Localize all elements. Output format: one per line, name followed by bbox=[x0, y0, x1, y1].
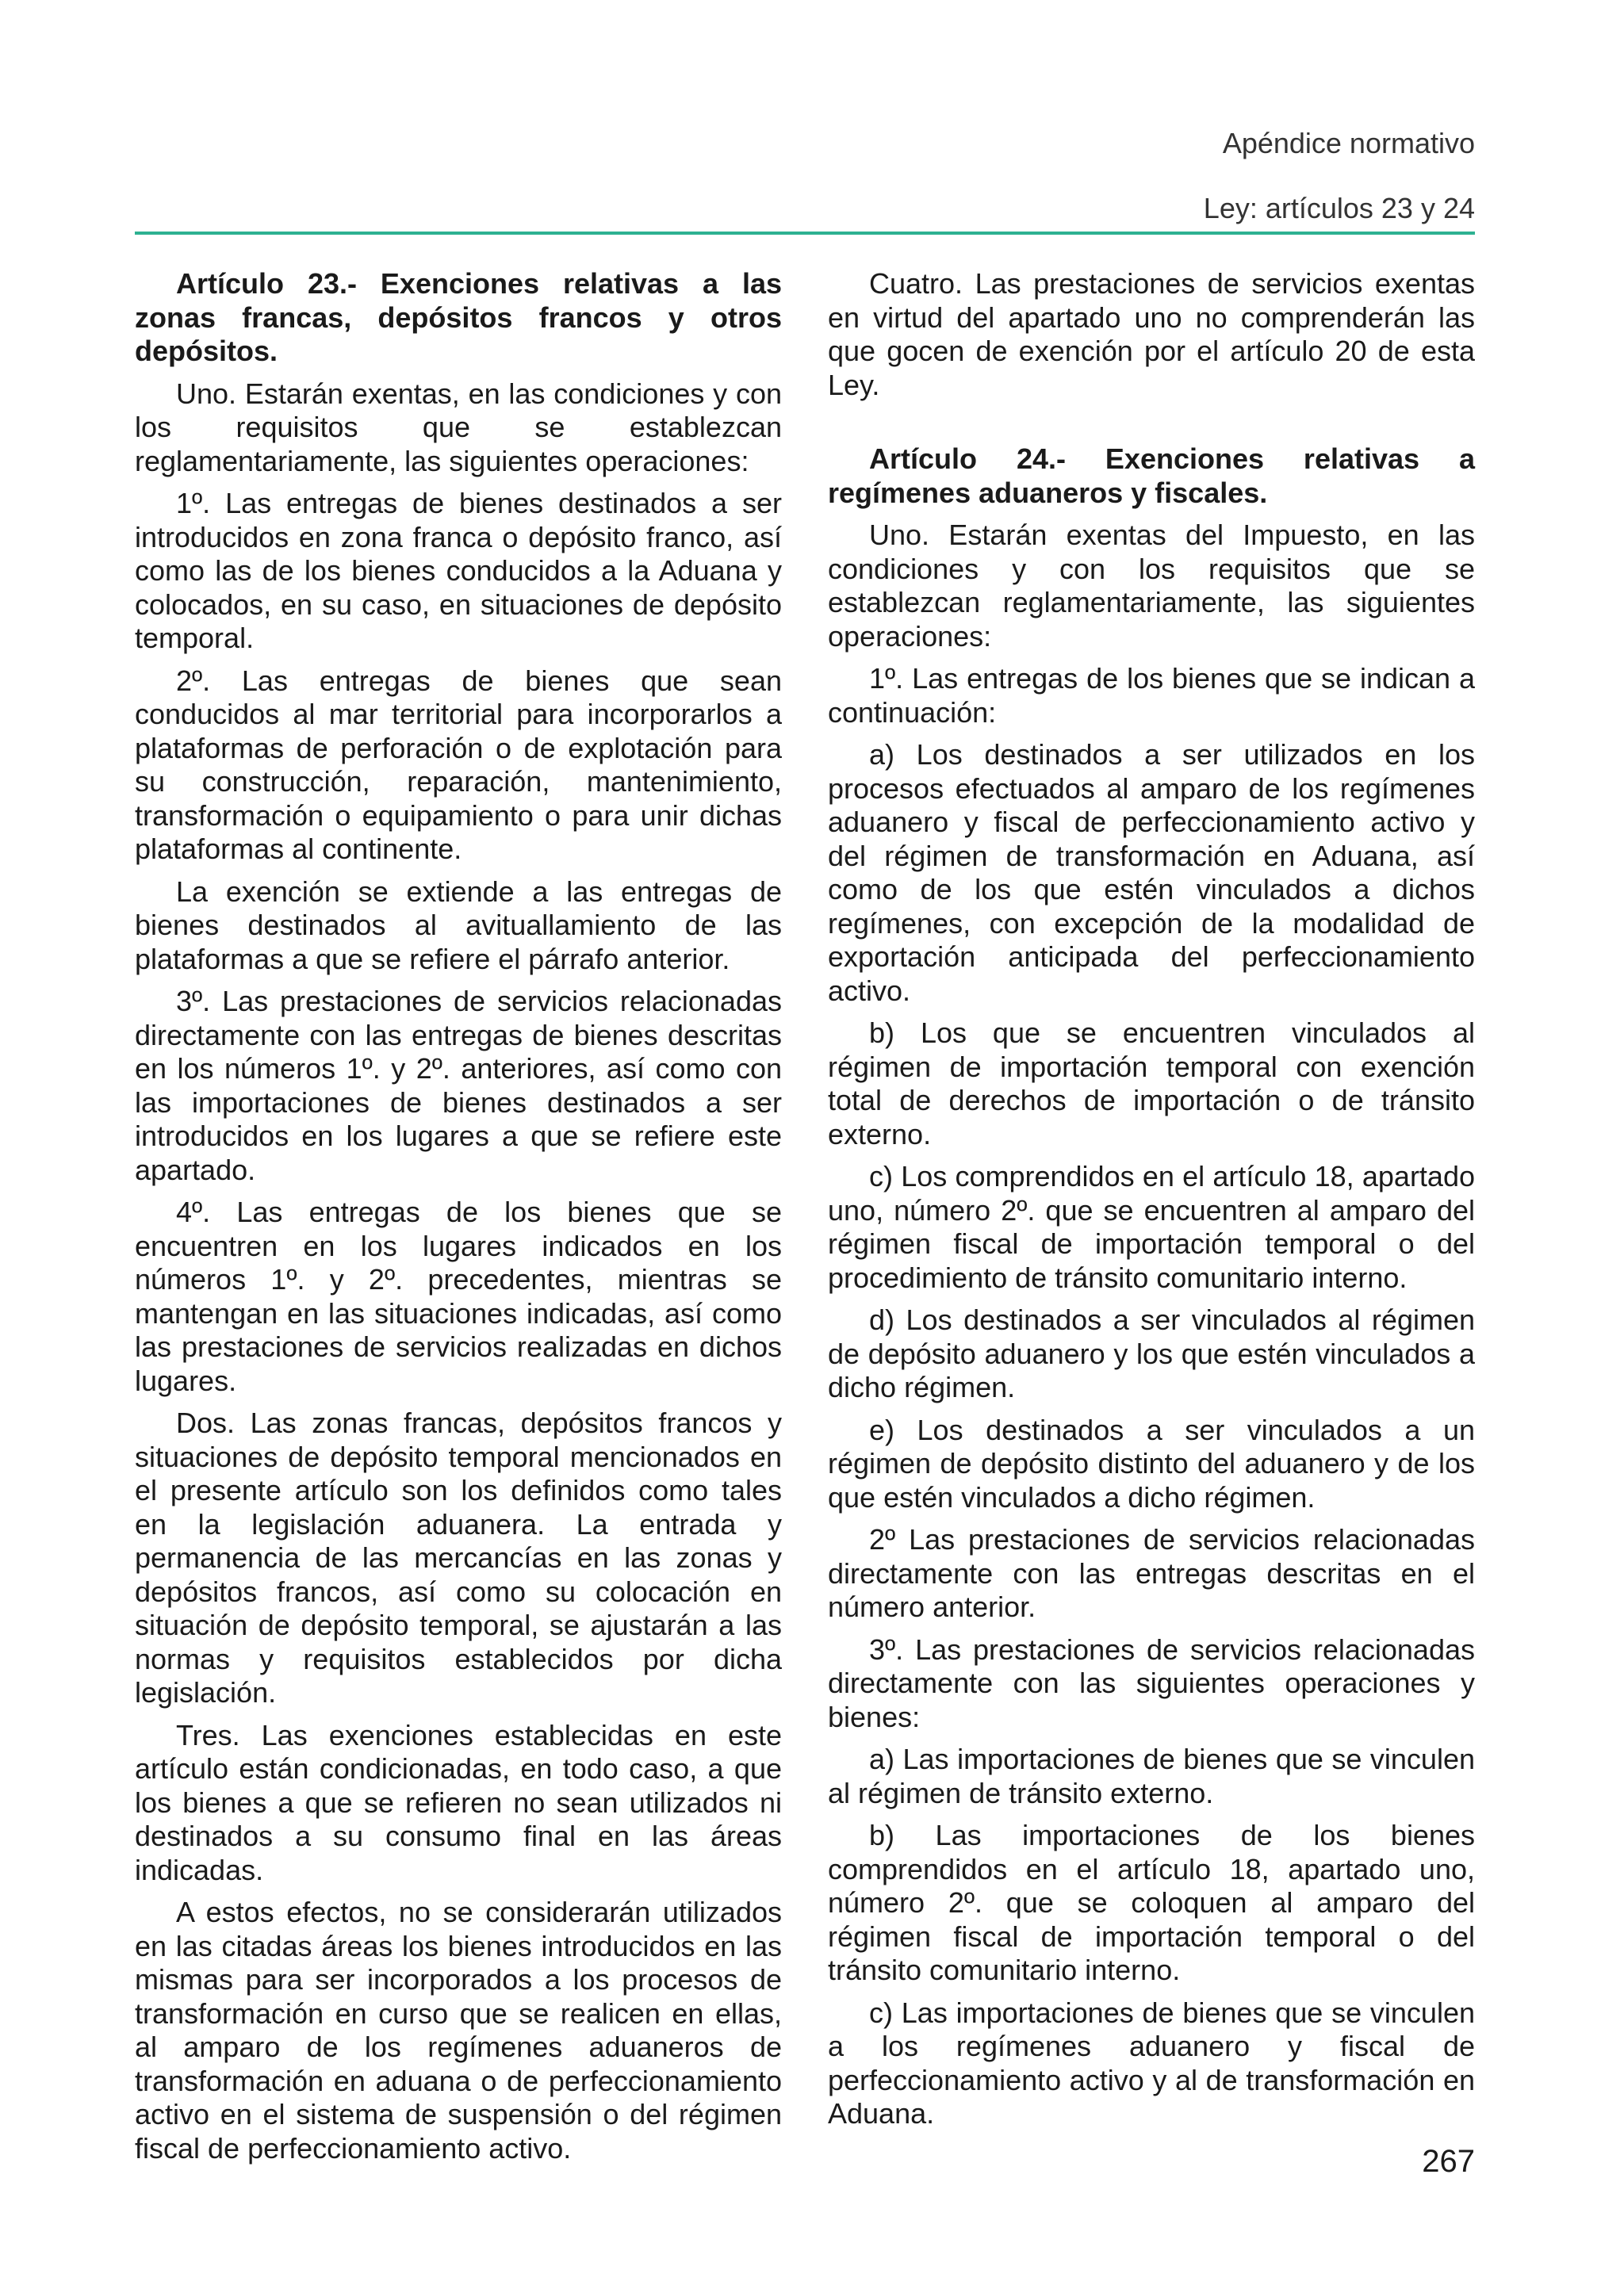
header-rule bbox=[135, 232, 1475, 235]
paragraph: a) Las importaciones de bienes que se vinculen al régimen de tránsito externo. bbox=[828, 1743, 1475, 1809]
article-23-title: Artículo 23.- Exenciones relativas a las zonas francas, depósitos francos y otros depósitos. bbox=[135, 267, 782, 367]
paragraph: b) Las importaciones de los bienes comprendidos en el artículo 18, apartado uno, número 2º. que se coloquen al amparo del régimen fiscal de importación temporal o del tránsito comunitario interno. bbox=[828, 1819, 1475, 1986]
paragraph: 2º Las prestaciones de servicios relacionadas directamente con las entregas descritas en el número anterior. bbox=[828, 1523, 1475, 1623]
paragraph: La exención se extiende a las entregas de bienes destinados al avituallamiento de las plataformas a que se refiere el párrafo anterior. bbox=[135, 875, 782, 975]
paragraph: d) Los destinados a ser vinculados al régimen de depósito aduanero y los que estén vinculados a dicho régimen. bbox=[828, 1303, 1475, 1403]
paragraph: 3º. Las prestaciones de servicios relacionadas directamente con las siguientes operaciones y bienes: bbox=[828, 1633, 1475, 1733]
paragraph: Uno. Estarán exentas del Impuesto, en las condiciones y con los requisitos que se establezcan reglamentariamente, las siguientes operaciones: bbox=[828, 519, 1475, 653]
paragraph: a) Los destinados a ser utilizados en los procesos efectuados al amparo de los regímenes aduanero y fiscal de perfeccionamiento activo y del régimen de transformación en Aduana, así como de los que estén vinculados a dichos regímenes, con excepción de la modalidad de exportación anticipada del perfeccionamiento activo. bbox=[828, 738, 1475, 1007]
paragraph: 4º. Las entregas de los bienes que se encuentren en los lugares indicados en los números 1º. y 2º. precedentes, mientras se mantengan en las situaciones indicadas, así como las prestaciones de servicios realizadas en dichos lugares. bbox=[135, 1196, 782, 1397]
paragraph: Tres. Las exenciones establecidas en este artículo están condicionadas, en todo caso, a que los bienes a que se refieren no sean utilizados ni destinados a su consumo final en las áreas indicadas. bbox=[135, 1718, 782, 1886]
spacer bbox=[828, 411, 1475, 442]
paragraph: c) Los comprendidos en el artículo 18, apartado uno, número 2º. que se encuentren al amparo del régimen fiscal de importación temporal o del procedimiento de tránsito comunitario interno. bbox=[828, 1160, 1475, 1294]
right-column bbox=[828, 267, 1475, 2140]
article-24-title: Artículo 24.- Exenciones relativas a regímenes aduaneros y fiscales. bbox=[828, 442, 1475, 509]
paragraph: Dos. Las zonas francas, depósitos francos y situaciones de depósito temporal mencionados en el presente artículo son los definidos como tales en la legislación aduanera. La entrada y permanencia de las mercancías en las zonas y depósitos francos, así como su colocación en situación de depósito temporal, se ajustarán a las normas y requisitos establecidos por dicha legislación. bbox=[135, 1407, 782, 1709]
paragraph: Uno. Estarán exentas, en las condiciones y con los requisitos que se establezcan reglamentariamente, las siguientes operaciones: bbox=[135, 377, 782, 477]
paragraph: 1º. Las entregas de los bienes que se indican a continuación: bbox=[828, 662, 1475, 729]
running-header-subsection: Ley: artículos 23 y 24 bbox=[1203, 192, 1475, 224]
paragraph: c) Las importaciones de bienes que se vinculen a los regímenes aduanero y fiscal de perfeccionamiento activo y al de transformación en Aduana. bbox=[828, 1996, 1475, 2130]
page-number: 267 bbox=[1422, 2144, 1475, 2179]
paragraph: 3º. Las prestaciones de servicios relacionadas directamente con las entregas de bienes descritas en los números 1º. y 2º. anteriores, así como con las importaciones de bienes destinados a ser introducidos en los lugares a que se refiere este apartado. bbox=[135, 985, 782, 1186]
paragraph: 2º. Las entregas de bienes que sean conducidos al mar territorial para incorporarlos a plataformas de perforación o de explotación para su construcción, reparación, mantenimiento, transformación o equipamiento o para unir dichas plataformas al continente. bbox=[135, 664, 782, 865]
paragraph: Cuatro. Las prestaciones de servicios exentas en virtud del apartado uno no comprenderán las que gocen de exención por el artículo 20 de esta Ley. bbox=[828, 267, 1475, 401]
paragraph: b) Los que se encuentren vinculados al régimen de importación temporal con exención total de derechos de importación o de tránsito externo. bbox=[828, 1016, 1475, 1150]
left-column bbox=[135, 267, 782, 2174]
running-header-section: Apéndice normativo bbox=[1222, 127, 1475, 159]
paragraph: A estos efectos, no se considerarán utilizados en las citadas áreas los bienes introducidos en las mismas para ser incorporados a los procesos de transformación en curso que se realicen en ellas, al amparo de los regímenes aduaneros de transformación en aduana o de perfeccionamiento activo en el sistema de suspensión o del régimen fiscal de perfeccionamiento activo. bbox=[135, 1896, 782, 2165]
paragraph: 1º. Las entregas de bienes destinados a ser introducidos en zona franca o depósito franco, así como las de los bienes conducidos a la Aduana y colocados, en su caso, en situaciones de depósito temporal. bbox=[135, 487, 782, 654]
paragraph: e) Los destinados a ser vinculados a un régimen de depósito distinto del aduanero y de los que estén vinculados a dicho régimen. bbox=[828, 1413, 1475, 1514]
